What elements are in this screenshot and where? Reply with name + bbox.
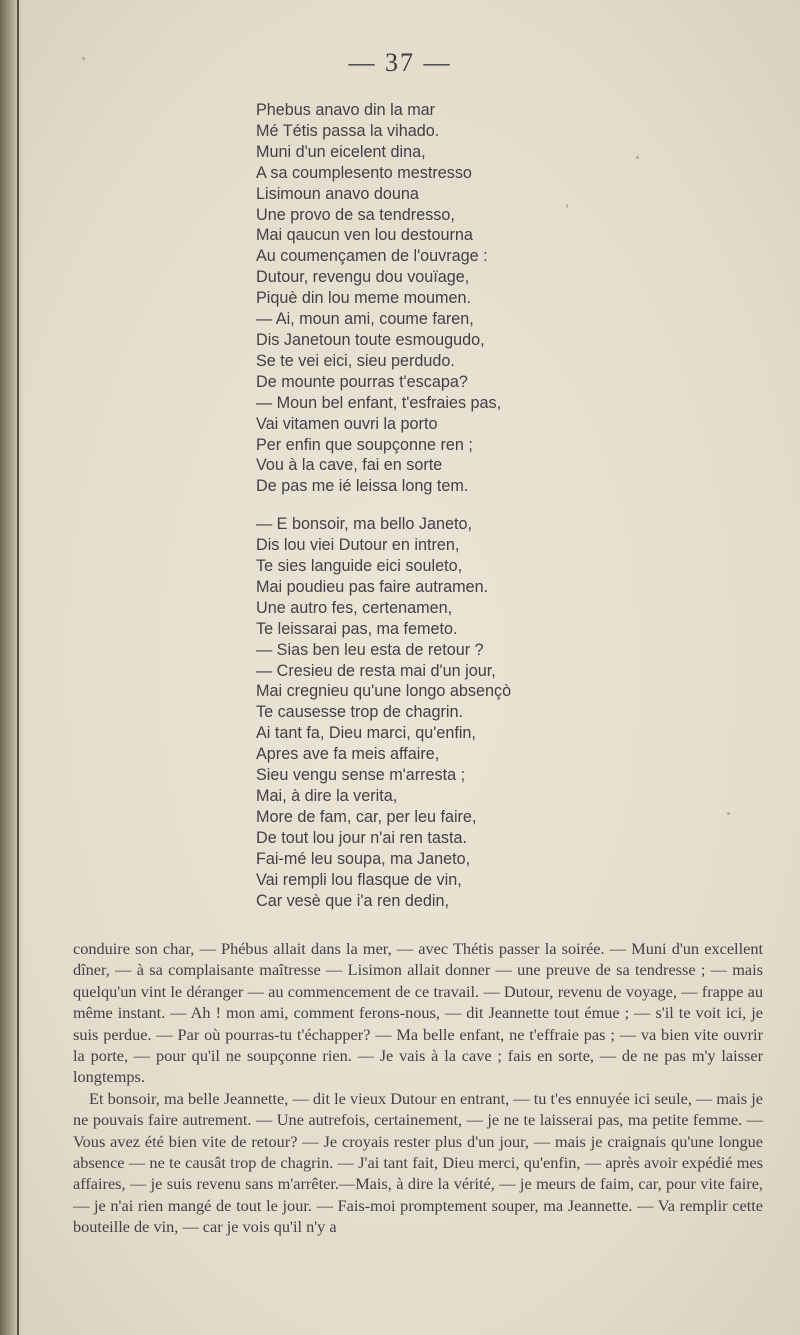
verse-line: De mounte pourras t'escapa? [256, 372, 468, 391]
book-spine-shadow [0, 0, 24, 1335]
verse-line: Sieu vengu sense m'arresta ; [256, 766, 466, 785]
prose-translation [73, 938, 763, 1238]
verse-line: — E bonsoir, ma bello Janeto, [256, 515, 472, 534]
verse-line: Dis lou viei Dutour en intren, [256, 536, 460, 555]
verse-line: De pas me ié leissa long tem. [256, 477, 469, 496]
verse-line: Fai-mé leu soupa, ma Janeto, [256, 849, 471, 868]
prose-paragraph: Et bonsoir, ma belle Jeannette, — dit le vieux Dutour en entrant, — tu t'es ennuyée ici seule, — mais je ne pouvais faire autrement. — Une autrefois, certainement, — je ne te laisserai pas, ma petite femme. — Vous avez été bien vite de retour? — Je croyais rester plus d'un jour, — mais je craignais qu'une longue absence — ne te causât trop de chagrin. — J'ai tant fait, Dieu merci, qu'enfin, — après avoir expédié mes affaires, — je suis revenu sans m'arrêter.—Mais, à dire la vérité, — je meurs de faim, car, pour vite faire, — je n'ai rien mangé de tout le jour. — Fais-moi promptement souper, ma Jeannette. — Va remplir cette bouteille de vin, — car je vois qu'il n'y a [73, 1088, 763, 1237]
verse-line: Vai vitamen ouvri la porto [256, 414, 438, 433]
verse-line: Une provo de sa tendresso, [256, 205, 455, 224]
verse-line: Dis Janetoun toute esmougudo, [256, 330, 485, 349]
verse-line: — Moun bel enfant, t'esfraies pas, [256, 393, 502, 412]
verse-line: Piquè din lou meme moumen. [256, 289, 472, 308]
verse-line: Te leissarai pas, ma femeto. [256, 619, 458, 638]
verse-line: Car vesè que i'a ren dedin, [256, 891, 449, 910]
prose-paragraph: conduire son char, — Phébus allait dans la mer, — avec Thétis passer la soirée. — Muni d'un excellent dîner, — à sa complaisante maîtresse — Lisimon allait donner — une preuve de sa tendresse ; — mais quelqu'un vint le déranger — au commencement de ce travail. — Dutour, revenu de voyage, — frappe au même instant. — Ah ! mon ami, comment ferons-nous, — dit Jeannette tout émue ; — s'il te voit ici, je suis perdue. — Par où pourras-tu t'échapper? — Ma belle enfant, ne t'effraie pas ; — va bien vite ouvrir la porte, — pour qu'il ne soupçonne rien. — Je vais à la cave ; fais en sorte, — de ne pas m'y laisser longtemps. [73, 939, 763, 1087]
verse-line: — Sias ben leu esta de retour ? [256, 640, 484, 659]
verse-line: Te sies languide eici souleto, [256, 557, 463, 576]
verse-line: Phebus anavo din la mar [256, 101, 436, 119]
page-number: — 37 — [348, 48, 452, 77]
binding-edge-line [17, 0, 19, 1335]
verse-line: Lisimoun anavo douna [256, 184, 419, 203]
verse-line: Se te vei eici, sieu perdudo. [256, 351, 455, 370]
verse-line: De tout lou jour n'ai ren tasta. [256, 828, 467, 847]
verse-line: — Ai, moun ami, coume faren, [256, 310, 474, 329]
verse-line: Per enfin que soupçonne ren ; [256, 435, 473, 454]
verse-line: Apres ave fa meis affaire, [256, 745, 440, 764]
verse-line: Au coumençamen de l'ouvrage : [256, 247, 488, 266]
verse-stanza [256, 514, 696, 911]
verse-line: Mai cregnieu qu'une longo absençò [256, 682, 512, 701]
verse-line: Vou à la cave, fai en sorte [256, 456, 443, 475]
verse-line: A sa coumplesento mestresso [256, 163, 472, 182]
paper-speck [727, 812, 730, 815]
stanza-break [256, 497, 696, 514]
verse-line: Dutour, revengu dou vouïage, [256, 268, 470, 287]
verse-line: Mai poudieu pas faire autramen. [256, 577, 489, 596]
verse-line: Muni d'un eicelent dina, [256, 142, 426, 161]
verse-line: Une autro fes, certenamen, [256, 598, 453, 617]
verse-line: Te causesse trop de chagrin. [256, 703, 463, 722]
verse-line: Mai qaucun ven lou destourna [256, 226, 473, 245]
verse-line: Mai, à dire la verita, [256, 787, 398, 805]
verse-line: Mé Tétis passa la vihado. [256, 121, 440, 140]
verse-stanza [256, 100, 696, 497]
verse-line: More de fam, car, per leu faire, [256, 807, 477, 826]
verse-line: — Cresieu de resta mai d'un jour, [256, 661, 496, 680]
verse-line: Vai rempli lou flasque de vin, [256, 870, 462, 889]
verse-line: Ai tant fa, Dieu marci, qu'enfin, [256, 724, 476, 743]
verse-block [256, 100, 696, 911]
